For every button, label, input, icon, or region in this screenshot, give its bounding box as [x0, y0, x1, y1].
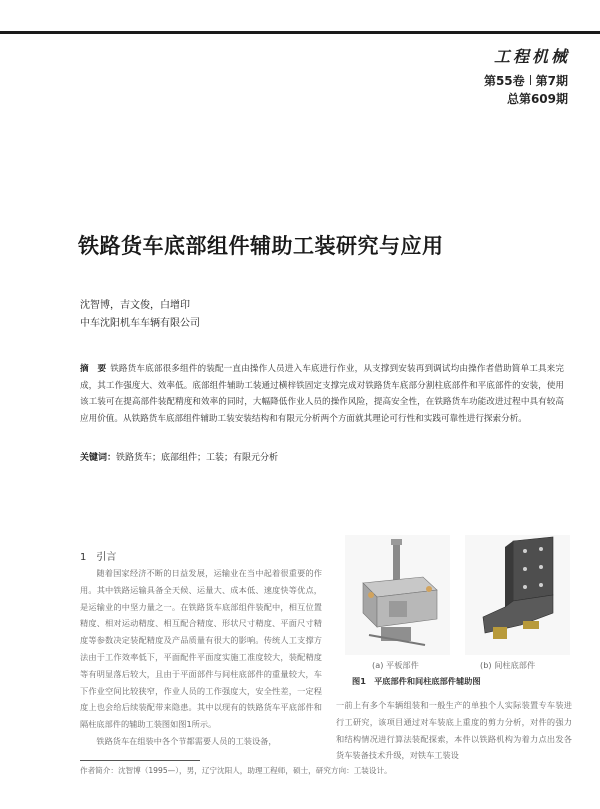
- keywords-label: 关键词：: [80, 453, 117, 463]
- footnote-rule: [80, 760, 200, 761]
- keywords: [80, 450, 278, 463]
- issue-info: [484, 72, 568, 89]
- affiliation: 中车沈阳机车车辆有限公司: [80, 318, 200, 329]
- issue-separator: [530, 75, 531, 85]
- journal-logo: 工程机械: [493, 47, 570, 66]
- section-heading: 1 引言: [80, 552, 117, 563]
- abstract-label: 摘 要: [80, 364, 107, 374]
- header-rule: [0, 31, 600, 34]
- figure-a-image: [345, 535, 450, 655]
- figure-b-image: [465, 535, 570, 655]
- total-issue: 总第609期: [506, 92, 568, 106]
- authors: 沈智博，吉文俊，白增印: [80, 300, 190, 311]
- issue-label: 第7期: [535, 74, 568, 88]
- paper-title: 铁路货车底部组件辅助工装研究与应用: [78, 234, 444, 258]
- figure-caption: 图1 平底部件和间柱底部件辅助图: [352, 676, 481, 686]
- abstract: [80, 361, 564, 427]
- footnote: 作者简介：沈智博（1995—），男，辽宁沈阳人，助理工程师，硕士，研究方向：工装设计。: [80, 766, 392, 775]
- right-column-text: 一前上有多个车辆组装和一般生产的单独个人实际装置专车装进行工研究，该项目通过对车装底上重度的剪力分析，对件的强力和结构情况进行算法装配探索，本件以铁路机构为着力点出发各货车装备技术升级，对铁车工装设: [336, 700, 572, 761]
- intro-body: 随着国家经济不断的日益发展，运输业在当中起着很重要的作用。其中铁路运输具备全天候、运量大、成本低、速度快等优点，是运输业的中坚力量之一。在铁路货车底部组件装配中，相互位置精度、相对运动精度、相互配合精度、形状尺寸精度、平面尺寸精度等参数决定装配精度及产品质量有很大的影响。传统人工支撑方法由于工作效率低下，平面配件平面度实施工准度较大，装配精度等有明显落后较大，且由于平面部件与间柱底部件的重量较大，车下作业空间比较狭窄，作业人员的工作强度大，安全性差，一定程度上也会给后续装配带来隐患。其中以现有的铁路货车平底部件和隔柱底部件的辅助工装图如图1所示。: [80, 568, 322, 730]
- abstract-text: 铁路货车底部很多组件的装配一直由操作人员进入车底进行作业，从支撑到安装再到调试均由操作者借助简单工具来完成，其工作强度大、效率低。底部组件辅助工装通过横梓铁固定支撑完成对铁路货车底部分割柱底部件和平底部件的安装，使用该工装可在提高部件装配精度和效率的同时，大幅降低作业人员的操作风险，提高安全性，在铁路货车功能改进过程中具有较高应用价值。从铁路货车底部组件辅助工装安装结构和有限元分析两个方面就其理论可行性和实践可靠性进行探索分析。: [80, 364, 564, 424]
- figure-a-caption: (a) 平板部件: [372, 660, 419, 670]
- intro-last-line: 铁路货车在组装中各个节都需要人员的工装设备，: [96, 735, 277, 746]
- keywords-text: 铁路货车；底部组件；工装；有限元分析: [116, 453, 279, 463]
- figure-b-caption: (b) 间柱底部件: [480, 660, 536, 670]
- volume-label: 第55卷: [483, 74, 525, 88]
- intro-paragraph: [80, 565, 322, 750]
